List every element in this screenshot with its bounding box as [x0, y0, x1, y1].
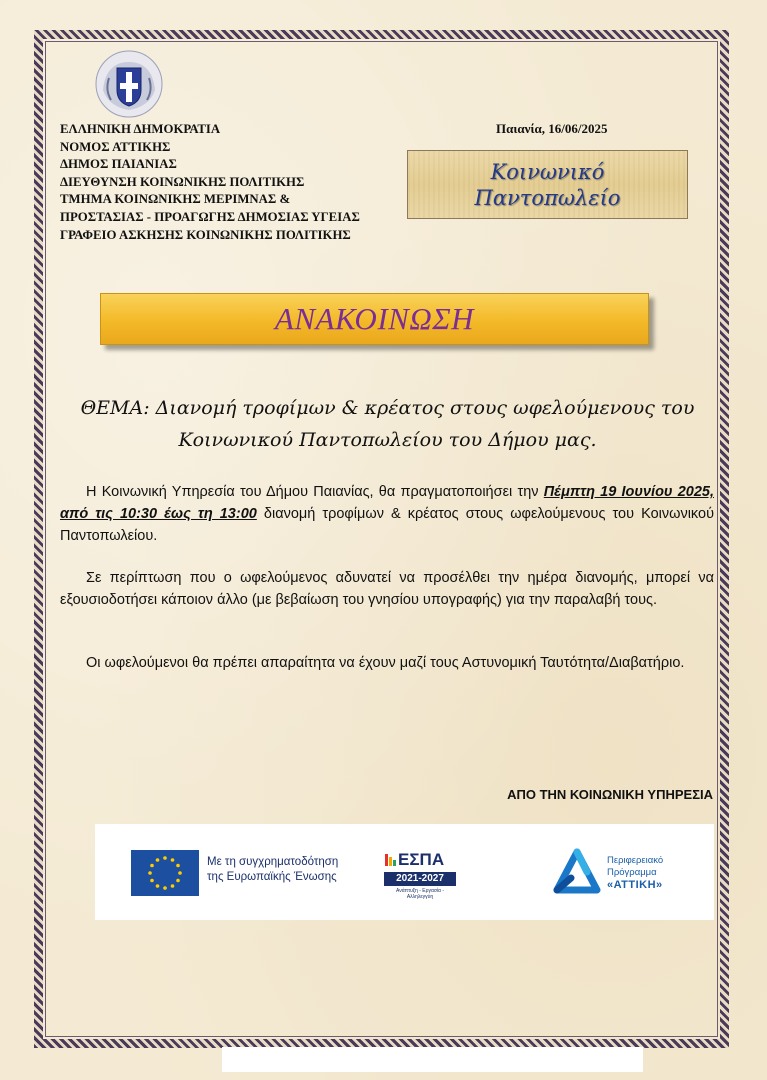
- issuer-line: ΕΛΛΗΝΙΚΗ ΔΗΜΟΚΡΑΤΙΑ: [60, 122, 221, 136]
- badge-line: Παντοπωλείο: [474, 185, 621, 210]
- paragraph-text: Οι ωφελούμενοι θα πρέπει απαραίτητα να έχουν μαζί τους Αστυνομική Ταυτότητα/Διαβατήριο.: [86, 655, 685, 671]
- footer-blank-strip: [222, 1047, 643, 1072]
- body-paragraph: [60, 567, 714, 611]
- eu-text-line: της Ευρωπαϊκής Ένωσης: [207, 871, 337, 883]
- issuer-block: [60, 121, 420, 244]
- paragraph-text: διανομή τροφίμων & κρέατος στους ωφελούμενους του Κοινωνικού Παντοπωλείου.: [60, 506, 714, 544]
- subject-line: ΘΕΜΑ: Διανομή τροφίμων & κρέατος στους ωφελούμενους του: [80, 397, 695, 419]
- issuer-line: ΠΡΟΣΤΑΣΙΑΣ - ΠΡΟΑΓΩΓΗΣ ΔΗΜΟΣΙΑΣ ΥΓΕΙΑΣ: [60, 209, 360, 224]
- signature-line: ΑΠΟ ΤΗΝ ΚΟΙΝΩΝΙΚΗ ΥΠΗΡΕΣΙΑ: [507, 787, 713, 802]
- issuer-line: ΔΙΕΥΘΥΝΣΗ ΚΟΙΝΩΝΙΚΗΣ ΠΟΛΙΤΙΚΗΣ: [60, 174, 305, 189]
- attiki-text-line: Πρόγραμμα: [607, 867, 657, 878]
- paragraph-text: Η Κοινωνική Υπηρεσία του Δήμου Παιανίας, θα πραγματοποιήσει την: [86, 484, 544, 500]
- attiki-text-line: Περιφερειακό: [607, 855, 664, 866]
- espa-years: 2021-2027: [384, 872, 456, 886]
- attiki-program-logo-icon: [553, 848, 601, 896]
- issuer-line: ΤΜΗΜΑ ΚΟΙΝΩΝΙΚΗΣ ΜΕΡΙΜΝΑΣ &: [60, 192, 291, 207]
- eu-text-line: Με τη συγχρηματοδότηση: [207, 856, 339, 868]
- body-paragraph: [60, 481, 714, 547]
- attiki-text-name: «ΑΤΤΙΚΗ»: [607, 879, 663, 891]
- espa-logo-icon: [384, 850, 456, 900]
- announcement-title: ΑΝΑΚΟΙΝΩΣΗ: [274, 301, 475, 336]
- attiki-program-text: [607, 855, 663, 891]
- subject-line: Κοινωνικού Παντοπωλείου του Δήμου μας.: [178, 429, 597, 451]
- social-grocery-badge: [407, 150, 688, 219]
- espa-mark-icon: [384, 852, 398, 868]
- document-date: Παιανία, 16/06/2025: [496, 121, 608, 136]
- subject-heading: [60, 392, 715, 456]
- paragraph-text: Σε περίπτωση που ο ωφελούμενος αδυνατεί να προσέλθει την ημέρα διανομής, μπορεί να εξουσιοδοτήσει κάποιον άλλο (με βεβαίωση του γνησίου υπογραφής) για την παραλαβή τους.: [60, 570, 714, 608]
- eu-flag-icon: [131, 850, 199, 896]
- espa-tagline: Ανάπτυξη - Εργασία - Αλληλεγγύη: [396, 888, 444, 900]
- issuer-line: ΔΗΜΟΣ ΠΑΙΑΝΙΑΣ: [60, 157, 177, 172]
- distribution-date-time: Πέμπτη 19 Ιουνίου 2025, από τις 10:30 έως τη 13:00: [60, 484, 714, 522]
- espa-title: ΕΣΠΑ: [398, 850, 445, 869]
- badge-line: Κοινωνικό: [490, 159, 605, 184]
- body-paragraph: [60, 652, 714, 674]
- issuer-line: ΓΡΑΦΕΙΟ ΑΣΚΗΣΗΣ ΚΟΙΝΩΝΙΚΗΣ ΠΟΛΙΤΙΚΗΣ: [60, 227, 351, 242]
- issuer-line: ΝΟΜΟΣ ΑΤΤΙΚΗΣ: [60, 139, 171, 154]
- announcement-banner: [100, 293, 649, 345]
- eu-cofunding-text: [207, 855, 377, 885]
- funding-logos-strip: [95, 824, 714, 920]
- greek-coat-of-arms-icon: [95, 50, 163, 118]
